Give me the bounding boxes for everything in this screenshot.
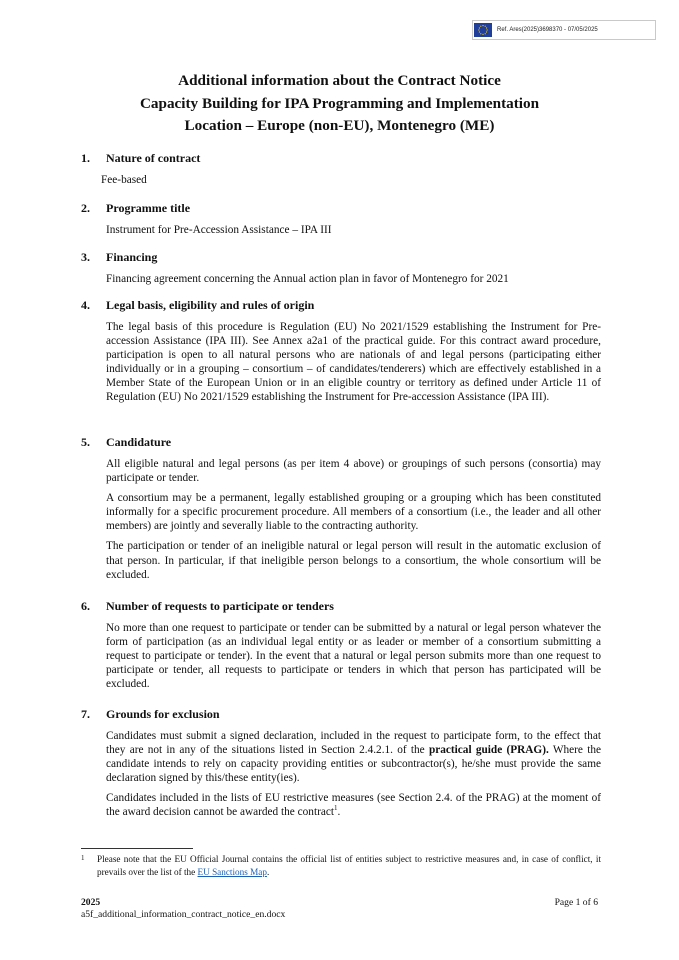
- footnote-body: Please note that the EU Official Journal contains the official list of entities subject to restrictive measures and, in case of conflict, it prevails over the list of the: [97, 854, 601, 877]
- footer-left: [81, 897, 285, 920]
- section-title: Number of requests to participate or tenders: [106, 599, 334, 613]
- section-heading: [81, 707, 601, 721]
- section-heading: [81, 201, 601, 215]
- section-paragraph: All eligible natural and legal persons (as per item 4 above) or groupings of such persons (consortia) may participate or tender.: [106, 458, 601, 485]
- page-footer: [81, 897, 598, 920]
- section-heading: [81, 435, 601, 449]
- section-heading: [81, 151, 601, 165]
- section-grounds-for-exclusion: [81, 707, 601, 820]
- section-title: Nature of contract: [106, 151, 201, 165]
- section-title: Candidature: [106, 435, 172, 449]
- section-heading: [81, 599, 601, 613]
- practical-guide-reference: practical guide (PRAG).: [428, 744, 549, 757]
- section-heading: [81, 298, 601, 312]
- title-line-3: Location – Europe (non-EU), Montenegro (ME): [184, 117, 495, 134]
- section-number: 4.: [81, 298, 90, 312]
- section-paragraph: No more than one request to participate or tender can be submitted by a natural or legal person whatever the form of participation (as an individual legal entity or as leader or member of a consortium submitting a request to participate or tender). In the event that a natural or legal person submits more than one request to participate or tender, all requests to participate or tenders in which that person has participated will be excluded.: [106, 622, 601, 691]
- title-line-1: Additional information about the Contract Notice: [178, 72, 501, 89]
- paragraph-text: .: [337, 806, 341, 819]
- footer-filename: a5f_additional_information_contract_notice_en.docx: [81, 908, 286, 920]
- section-title: Programme title: [106, 201, 191, 215]
- section-number: 7.: [81, 707, 90, 721]
- section-legal-basis: [81, 298, 601, 405]
- section-heading: [81, 250, 601, 264]
- page-number: Page 1 of 6: [554, 897, 598, 908]
- ares-reference-text: Ref. Ares(2025)3698370 - 07/05/2025: [497, 27, 598, 33]
- section-title: Grounds for exclusion: [106, 707, 220, 721]
- section-programme-title: [81, 201, 601, 237]
- section-number: 5.: [81, 435, 90, 449]
- footnote-separator: [81, 848, 193, 849]
- footnote-text: [97, 853, 601, 878]
- section-number: 6.: [81, 599, 90, 613]
- title-line-2: Capacity Building for IPA Programming and Implementation: [139, 94, 540, 112]
- paragraph-text: Where the candidate intends to rely on capacity providing entities or subcontractor(s), he/she must provide the same declaration signed by this/these entity(ies).: [106, 744, 601, 785]
- section-paragraph: A consortium may be a permanent, legally established grouping or a grouping which has been constituted informally for a specific procurement procedure. All members of a consortium (i.e., the leader and all other members) are jointly and severally liable to the contracting authority.: [106, 492, 601, 533]
- paragraph-text: Candidates must submit a signed declaration, included in the request to participate form, to the effect that they are not in any of the situations listed in Section 2.4.2.1. of the: [106, 730, 601, 757]
- eu-sanctions-map-link[interactable]: EU Sanctions Map: [197, 866, 267, 877]
- section-paragraph: Fee-based: [101, 174, 147, 186]
- section-financing: [81, 250, 601, 286]
- footnote-end: .: [266, 866, 270, 877]
- section-number-of-requests: [81, 599, 601, 691]
- footnote: [81, 853, 601, 878]
- eu-flag-icon: [474, 23, 492, 37]
- section-paragraph: The legal basis of this procedure is Regulation (EU) No 2021/1529 establishing the Instrument for Pre-accession Assistance (IPA III). See Annex a2a1 of the practical guide. For this contract award procedure, participation is open to all natural persons who are nationals of and legal persons (participating either individually or in a grouping – consortium – of candidates/tenderers) which are effectively established in a Member State of the European Union or in an eligible country or territory as defined under Article 11 of Regulation (EU) No 2021/1529 establishing the Instrument for Pre-accession Assistance (IPA III).: [106, 321, 601, 404]
- section-paragraph: Financing agreement concerning the Annual action plan in favor of Montenegro for 2021: [106, 273, 509, 285]
- section-candidature: [81, 435, 601, 582]
- section-number: 1.: [81, 151, 90, 165]
- ares-reference-stamp: [472, 20, 656, 40]
- section-title: Financing: [106, 250, 158, 264]
- section-paragraph: [106, 729, 601, 785]
- footnote-reference[interactable]: 1: [334, 804, 338, 813]
- paragraph-text: Candidates included in the lists of EU restrictive measures (see Section 2.4. of the PRAG) at the moment of the award decision cannot be awarded the contract: [106, 792, 601, 819]
- document-title: [0, 70, 679, 138]
- section-nature-of-contract: [81, 151, 601, 187]
- section-title: Legal basis, eligibility and rules of origin: [106, 298, 315, 312]
- section-paragraph: The participation or tender of an ineligible natural or legal person will result in the automatic exclusion of that person. In particular, if that ineligible person belongs to a consortium, the whole consortium will be excluded.: [106, 540, 601, 581]
- footer-year: 2025: [81, 897, 101, 908]
- section-paragraph: Instrument for Pre-Accession Assistance – IPA III: [106, 224, 332, 236]
- section-paragraph: [106, 791, 601, 819]
- section-number: 3.: [81, 250, 90, 264]
- footnote-mark: 1: [81, 854, 85, 862]
- section-number: 2.: [81, 201, 90, 215]
